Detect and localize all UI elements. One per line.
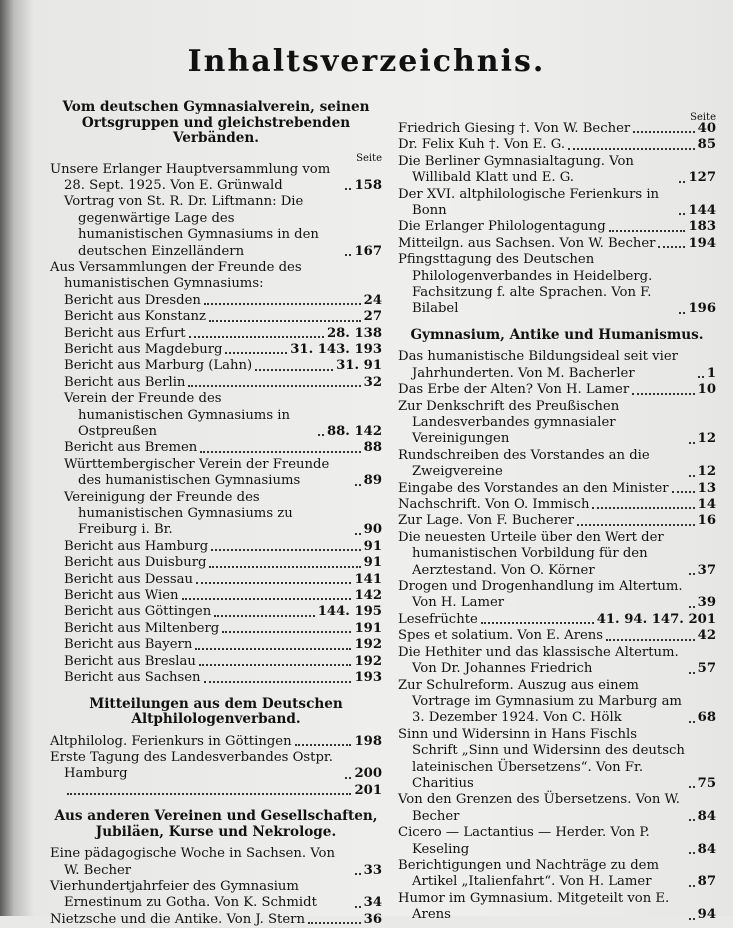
dot-leader (355, 484, 361, 486)
dot-leader (568, 148, 695, 150)
entry-title: Humor im Gymnasium. Mitgeteilt von E. Arens (398, 890, 674, 923)
toc-entry (50, 309, 382, 325)
spacer (50, 799, 382, 805)
dot-leader (689, 606, 695, 608)
entry-title: Bericht aus Marburg (Lahn) (64, 358, 253, 374)
dot-leader (355, 873, 361, 875)
entry-title: Bericht aus Wien (64, 588, 179, 604)
entry-title: Sinn und Widersinn in Hans Fischls Schrift „Sinn und Widersinn des deutsch lateinischen Übersetzens“. Von Fr. Charitius (398, 726, 690, 791)
dot-leader (308, 922, 361, 924)
spacer (398, 318, 716, 324)
entry-page-number: 24 (363, 292, 382, 308)
dot-leader (592, 507, 694, 509)
dot-leader (658, 246, 685, 248)
toc-entry (398, 121, 716, 137)
entry-page-number: 196 (688, 301, 716, 317)
entry-title: Eingabe des Vorstandes an den Minister (398, 480, 669, 496)
entry-title: Aus Versammlungen der Freunde des humanistischen Gymnasiums: (50, 259, 306, 292)
entry-page-number: 198 (354, 733, 382, 749)
entry-page-number: 127 (688, 170, 716, 186)
entry-title: Dr. Felix Kuh †. Von E. G. (398, 137, 566, 153)
entry-page-number: 91 (363, 555, 382, 571)
dot-leader (355, 533, 361, 535)
entry-title: Die Berliner Gymnasialtagung. Von Willibald Klatt und E. G. (398, 153, 639, 186)
dot-leader (689, 819, 695, 821)
entry-page-number: 41. 94. 147. 201 (596, 611, 716, 627)
toc-entry (50, 783, 382, 799)
dot-leader (225, 352, 287, 354)
toc-entry (398, 219, 716, 235)
entry-title: Bericht aus Dessau (64, 571, 193, 587)
entry-page-number: 10 (697, 382, 716, 398)
toc-entry (50, 670, 382, 686)
toc-entry (398, 513, 716, 529)
entry-page-number: 183 (688, 219, 716, 235)
entry-title: Drogen und Drogenhandlung im Altertum. Von H. Lamer (398, 579, 687, 611)
toc-entry (398, 645, 716, 678)
dot-leader (689, 885, 695, 887)
page-column-label: Seite (690, 112, 716, 123)
entry-title: Bericht aus Miltenberg (64, 620, 220, 636)
entry-title: Mitteilgn. aus Sachsen. Von W. Becher (398, 235, 656, 251)
toc-entry (50, 750, 382, 783)
toc-entry (398, 236, 716, 252)
dot-leader (679, 181, 685, 183)
entry-page-number: 13 (697, 480, 716, 496)
entry-page-number: 167 (354, 243, 382, 259)
toc-entry (50, 734, 382, 750)
section-heading: Aus anderen Vereinen und Gesellschaften, Jubiläen, Kurse und Nekrologe. (54, 808, 378, 840)
entry-page-number: 14 (697, 497, 716, 513)
entry-title: Die Hethiter und das klassische Altertum. Von Dr. Johannes Friedrich (398, 644, 683, 677)
dot-leader (698, 376, 704, 378)
entry-title: Cicero — Lactantius — Herder. Von P. Keseling (398, 825, 654, 857)
dot-leader (689, 442, 695, 444)
dot-leader (672, 491, 695, 493)
entry-page-number: 88. 142 (326, 424, 382, 439)
entry-title: Berichtigungen und Nachträge zu dem Artikel „Italienfahrt“. Von H. Lamer (398, 857, 664, 890)
entry-page-number: 12 (697, 431, 716, 447)
entry-title: Vierhundertjahrfeier des Gymnasium Ernestinum zu Gotha. Von K. Schmidt (50, 878, 317, 911)
entry-title: Bericht aus Breslau (64, 653, 196, 669)
dot-leader (632, 393, 694, 395)
entry-title: Das Erbe der Alten? Von H. Lamer (398, 382, 630, 398)
entry-page-number: 144 (688, 203, 716, 219)
entry-title: Eine pädagogische Woche in Sachsen. Von W. Becher (50, 846, 340, 878)
dot-leader (679, 312, 685, 314)
toc-entry (50, 588, 382, 604)
toc-entry (50, 194, 382, 260)
toc-entry (50, 440, 382, 456)
section-heading: Mitteilungen aus dem Deutschen Altphilologenverband. (89, 695, 343, 727)
entry-page-number: 201 (354, 782, 382, 798)
toc-entry (398, 727, 716, 793)
entry-title: Bericht aus Erfurt (64, 325, 186, 341)
page-title: Inhaltsverzeichnis. (187, 44, 546, 79)
toc-entry (398, 481, 716, 497)
toc-entry (50, 490, 382, 539)
toc-entry (398, 349, 716, 382)
dot-leader (345, 254, 351, 256)
entry-page-number: 87 (697, 874, 716, 890)
toc-entry (398, 792, 716, 825)
entry-title: Lesefrüchte (398, 611, 478, 627)
entry-title: Vereinigung der Freunde des humanistischen Gymnasiums zu Freiburg i. Br. (64, 489, 297, 538)
dot-leader (222, 631, 351, 633)
dot-leader (204, 681, 352, 683)
dot-leader (209, 320, 361, 322)
dot-leader (689, 475, 695, 477)
entry-title: Bericht aus Göttingen (64, 604, 212, 620)
toc-entry (50, 162, 382, 195)
toc-entry (398, 858, 716, 891)
dot-leader (199, 664, 352, 666)
entry-title: Bericht aus Dresden (64, 292, 201, 308)
entry-title: Bericht aus Magdeburg (64, 341, 223, 357)
entry-title: Bericht aus Bremen (64, 440, 198, 456)
entry-page-number: 158 (354, 177, 382, 193)
entry-title: Bericht aus Konstanz (64, 309, 207, 325)
entry-page-number: 31. 91 (336, 358, 382, 374)
entry-page-number: 192 (354, 637, 382, 653)
dot-leader (689, 918, 695, 920)
dot-leader (689, 672, 695, 674)
entry-page-number: 68 (697, 710, 716, 726)
entry-title: Altphilolog. Ferienkurs in Göttingen (50, 733, 292, 749)
entry-title: Zur Lage. Von F. Bucherer (398, 513, 575, 529)
dot-leader (679, 213, 685, 215)
entry-page-number: 42 (697, 628, 716, 644)
entry-title: Unsere Erlanger Hauptversammlung vom 28. Sept. 1925. Von E. Grünwald (50, 161, 335, 193)
entry-title: Die neuesten Urteile über den Wert der humanistischen Vorbildung für den Aerztestand. Von O. Körner (398, 529, 668, 578)
dot-leader (67, 793, 351, 795)
dot-leader (606, 639, 695, 641)
entry-title: Vortrag von St. R. Dr. Liftmann: Die gegenwärtige Lage des humanistischen Gymnasiums in den deutschen Einzelländern (64, 194, 324, 259)
right-column (398, 112, 716, 924)
spacer (50, 687, 382, 693)
entry-page-number: 88 (363, 440, 382, 456)
entry-page-number: 57 (697, 661, 716, 677)
toc-entry (50, 604, 382, 620)
entry-page-number: 33 (363, 862, 382, 878)
toc-entry (50, 846, 382, 879)
dot-leader (189, 336, 324, 338)
toc-entry (398, 382, 716, 398)
entry-page-number: 40 (697, 121, 716, 136)
dot-leader (633, 131, 694, 133)
entry-page-number: 16 (697, 513, 716, 529)
toc-entry (50, 654, 382, 670)
toc-entry (50, 637, 382, 653)
entry-page-number: 192 (354, 653, 382, 669)
entry-page-number: 142 (354, 588, 382, 604)
toc-entry (398, 137, 716, 153)
entry-page-number: 193 (354, 670, 382, 686)
toc-entry (50, 260, 382, 293)
entry-page-number: 34 (363, 895, 382, 911)
toc-entry (398, 187, 716, 220)
entry-title: Nietzsche und die Antike. Von J. Stern (50, 911, 305, 927)
dot-leader (195, 648, 351, 650)
entry-title: Die Erlanger Philologentagung (398, 219, 606, 235)
entry-title: Bericht aus Sachsen (64, 670, 201, 686)
toc-entry (50, 326, 382, 342)
entry-title: Von den Grenzen des Übersetzens. Von W. Becher (398, 792, 685, 824)
toc-entry (50, 572, 382, 588)
entry-page-number: 1 (706, 365, 716, 381)
dot-leader (200, 451, 360, 453)
toc-entry (398, 579, 716, 612)
entry-title: Württembergischer Verein der Freunde des humanistischen Gymnasiums (64, 456, 334, 489)
entry-title: Bericht aus Hamburg (64, 538, 209, 554)
entry-title: Bericht aus Bayern (64, 637, 193, 653)
entry-title: Bericht aus Duisburg (64, 555, 207, 571)
toc-entry (50, 391, 382, 440)
entry-page-number: 31. 143. 193 (290, 341, 382, 357)
entry-page-number: 27 (363, 309, 382, 325)
entry-page-number: 194 (688, 235, 716, 251)
entry-title: Bericht aus Berlin (64, 374, 186, 390)
toc-entry (398, 891, 716, 924)
toc-entry (50, 539, 382, 555)
dot-leader (182, 598, 352, 600)
dot-leader (211, 549, 360, 551)
toc-entry (50, 457, 382, 490)
dot-leader (689, 573, 695, 575)
toc-entry (398, 154, 716, 187)
entry-page-number: 84 (697, 808, 716, 824)
entry-page-number: 191 (354, 620, 382, 636)
entry-page-number: 36 (363, 911, 382, 927)
entry-page-number: 200 (354, 766, 382, 782)
entry-page-number: 94 (697, 907, 716, 923)
entry-title: Zur Denkschrift des Preußischen Landesverbandes gymnasialer Vereinigungen (398, 398, 624, 447)
toc-entry (50, 621, 382, 637)
dot-leader (689, 852, 695, 854)
dot-leader (609, 230, 686, 232)
entry-title: Friedrich Giesing †. Von W. Becher (398, 121, 631, 136)
toc-entry (50, 358, 382, 374)
page-column-label: Seite (356, 152, 382, 164)
toc-entry (398, 612, 716, 628)
entry-title: Pfingsttagung des Deutschen Philologenverbandes in Heidelberg. Fachsitzung f. alte Sprachen. Von F. Bilabel (398, 252, 657, 317)
dot-leader (689, 786, 695, 788)
toc-entry (398, 497, 716, 513)
entry-page-number: 90 (363, 522, 382, 538)
entry-page-number: 85 (697, 137, 716, 153)
entry-page-number: 37 (697, 562, 716, 578)
dot-leader (255, 369, 333, 371)
dot-leader (188, 385, 360, 387)
section-heading: Gymnasium, Antike und Humanismus. (410, 326, 704, 343)
entry-page-number: 84 (697, 841, 716, 857)
toc-entry (398, 399, 716, 448)
entry-title: Verein der Freunde des humanistischen Gymnasiums in Ostpreußen (64, 391, 295, 439)
toc-entry (50, 293, 382, 309)
dot-leader (214, 615, 315, 617)
dot-leader (355, 906, 361, 908)
entry-page-number: 39 (697, 595, 716, 611)
toc-entry (50, 912, 382, 928)
section-heading: Vom deutschen Gymnasialverein, seinen Ortsgruppen und gleichstrebenden Verbänden. (62, 99, 370, 146)
entry-title: Das humanistische Bildungsideal seit vier Jahrhunderten. Von M. Bacherler (398, 349, 683, 381)
entry-page-number: 144. 195 (317, 604, 382, 620)
dot-leader (481, 622, 594, 624)
entry-title: Erste Tagung des Landesverbandes Ostpr. Hamburg (50, 749, 338, 782)
entry-title: Spes et solatium. Von E. Arens (398, 628, 604, 644)
dot-leader (204, 303, 361, 305)
toc-entry (50, 375, 382, 391)
dot-leader (345, 188, 351, 190)
toc-entry (398, 678, 716, 727)
entry-page-number: 141 (354, 571, 382, 587)
dot-leader (689, 721, 695, 723)
toc-entry (398, 628, 716, 644)
dot-leader (318, 434, 324, 436)
dot-leader (196, 582, 351, 584)
dot-leader (295, 744, 352, 746)
entry-title: Zur Schulreform. Auszug aus einem Vortrage im Gymnasium zu Marburg am 3. Dezember 1924. Von C. Hölk (398, 677, 687, 726)
toc-entry (398, 530, 716, 579)
toc-entry (50, 879, 382, 912)
toc-entry (50, 555, 382, 571)
entry-title: Nachschrift. Von O. Immisch (398, 497, 590, 513)
entry-page-number: 28. 138 (326, 325, 382, 341)
left-column (50, 96, 382, 928)
dot-leader (209, 566, 360, 568)
entry-page-number: 91 (363, 538, 382, 554)
entry-page-number: 89 (363, 473, 382, 489)
toc-entry (398, 252, 716, 318)
entry-page-number: 32 (363, 374, 382, 390)
toc-entry (398, 448, 716, 481)
entry-title: Der XVI. altphilologische Ferienkurs in Bonn (398, 186, 664, 219)
dot-leader (345, 777, 351, 779)
entry-page-number: 75 (697, 775, 716, 791)
dot-leader (577, 524, 695, 526)
toc-entry (50, 342, 382, 358)
entry-title: Rundschreiben des Vorstandes an die Zweigvereine (398, 447, 654, 480)
toc-entry (398, 825, 716, 858)
entry-page-number: 12 (697, 464, 716, 480)
